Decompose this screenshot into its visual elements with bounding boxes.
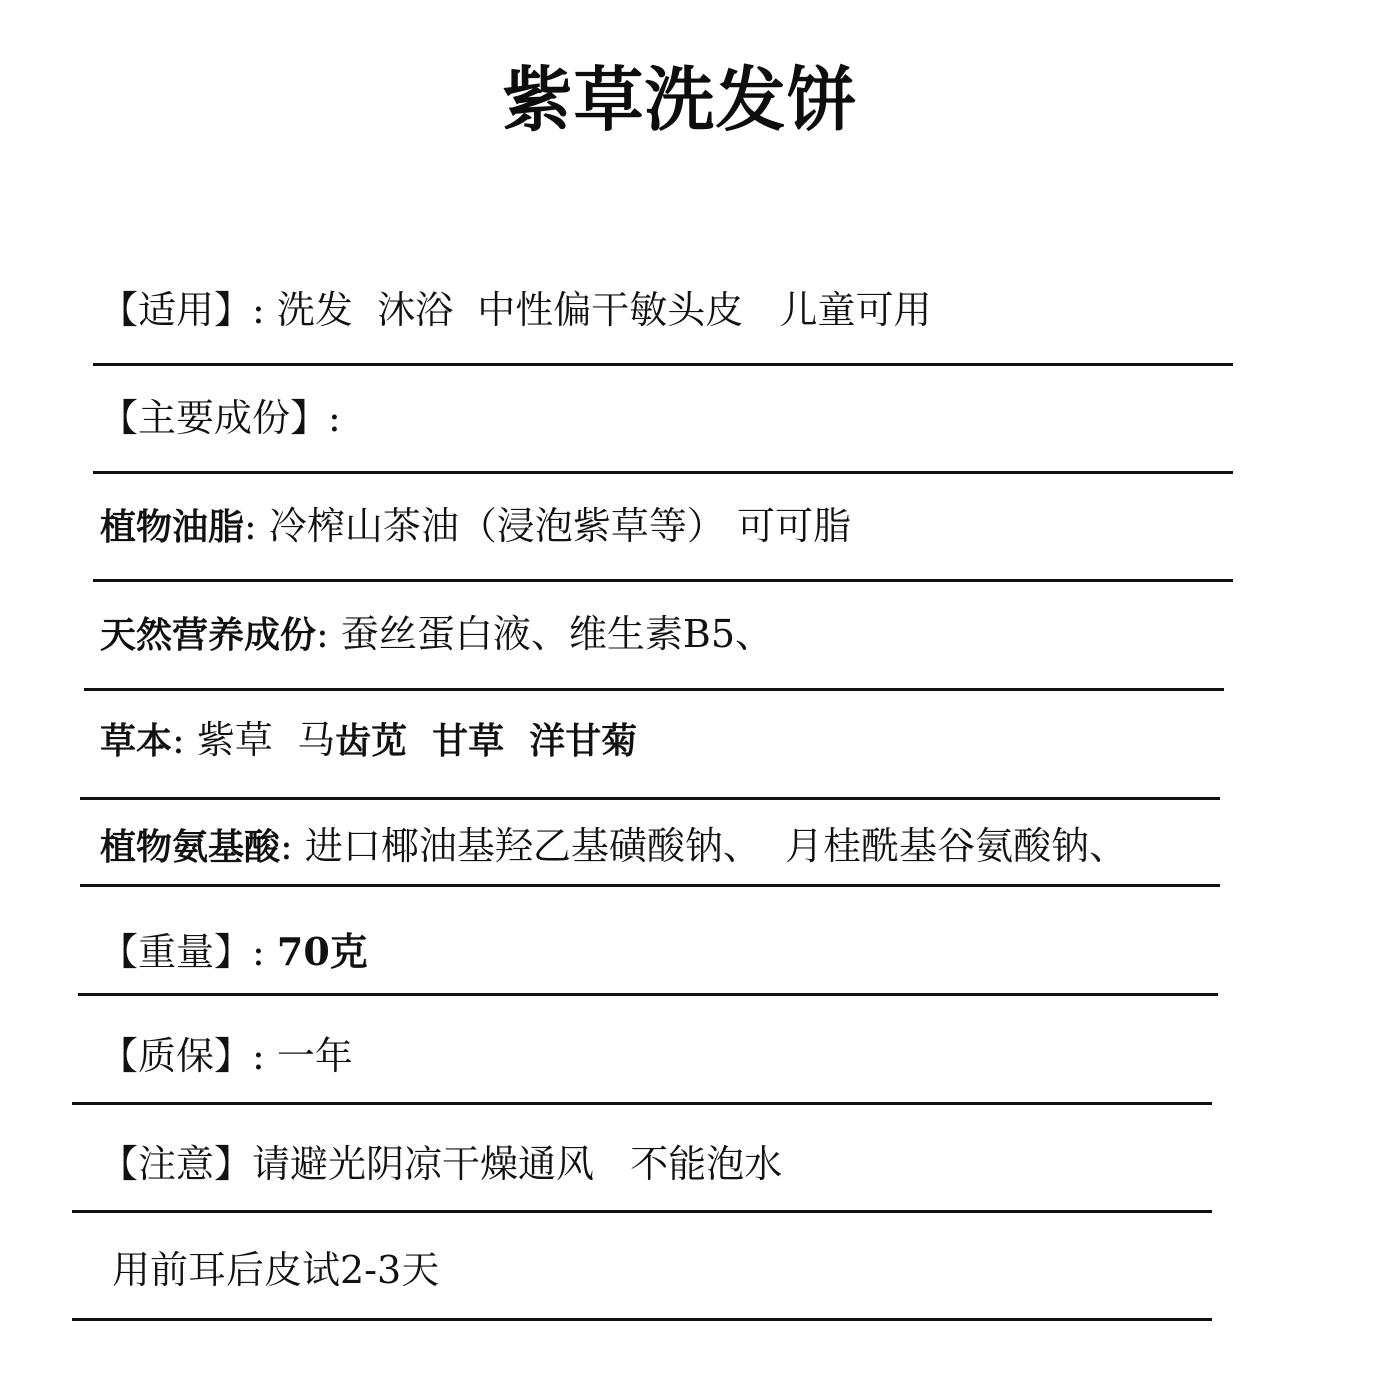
amino-acids-label: 植物氨基酸	[100, 827, 281, 868]
plant-oils-separator: :	[244, 504, 257, 548]
herbs-label: 草本	[100, 721, 173, 762]
nutrients-separator: :	[316, 612, 329, 656]
divider-5	[80, 797, 1220, 800]
skin-test-value: 用前耳后皮试2-3天	[112, 1248, 440, 1292]
divider-4	[84, 688, 1224, 691]
nutrients-label: 天然营养成份	[100, 615, 317, 656]
main-ingredients-separator: :	[328, 396, 341, 440]
herbs-separator: :	[172, 718, 185, 762]
page-title: 紫草洗发饼	[502, 59, 858, 141]
skin-test-row	[112, 1240, 439, 1300]
divider-3	[93, 579, 1233, 582]
weight-row	[100, 922, 368, 982]
divider-8	[72, 1102, 1212, 1105]
amino-acids-row	[100, 816, 1127, 876]
usage-row	[100, 280, 931, 340]
shelf-life-value: 一年	[276, 1034, 353, 1078]
herbs-row	[100, 710, 637, 770]
amino-acids-separator: :	[280, 824, 293, 868]
weight-label: 【重量】	[100, 930, 253, 974]
nutrients-value: 蚕丝蛋白液、维生素B5、	[340, 612, 774, 656]
weight-separator: :	[252, 930, 265, 974]
main-ingredients-row	[100, 388, 341, 448]
usage-label: 【适用】	[100, 288, 253, 332]
divider-10	[72, 1318, 1212, 1321]
herbs-value-bold: 齿苋 甘草 洋甘菊	[335, 721, 638, 762]
divider-1	[93, 363, 1233, 366]
plant-oils-row	[100, 496, 851, 556]
divider-6	[80, 884, 1220, 887]
weight-value: 70克	[276, 929, 368, 974]
usage-value: 洗发 沐浴 中性偏干敏头皮 儿童可用	[276, 288, 932, 332]
notice-value: 请避光阴凉干燥通风 不能泡水	[252, 1142, 783, 1186]
divider-2	[93, 471, 1233, 474]
shelf-life-label: 【质保】	[100, 1034, 253, 1078]
notice-row	[100, 1134, 782, 1194]
plant-oils-value: 冷榨山茶油（浸泡紫草等） 可可脂	[268, 504, 852, 548]
shelf-life-row	[100, 1026, 353, 1086]
shelf-life-separator: :	[252, 1034, 265, 1078]
divider-7	[78, 993, 1218, 996]
nutrients-row	[100, 604, 773, 664]
usage-separator: :	[252, 288, 265, 332]
notice-label: 【注意】	[100, 1142, 253, 1186]
herbs-value: 紫草 马	[196, 718, 336, 762]
main-ingredients-label: 【主要成份】	[100, 396, 329, 440]
divider-9	[72, 1210, 1212, 1213]
plant-oils-label: 植物油脂	[100, 507, 245, 548]
amino-acids-value: 进口椰油基羟乙基磺酸钠、 月桂酰基谷氨酸钠、	[304, 824, 1128, 868]
